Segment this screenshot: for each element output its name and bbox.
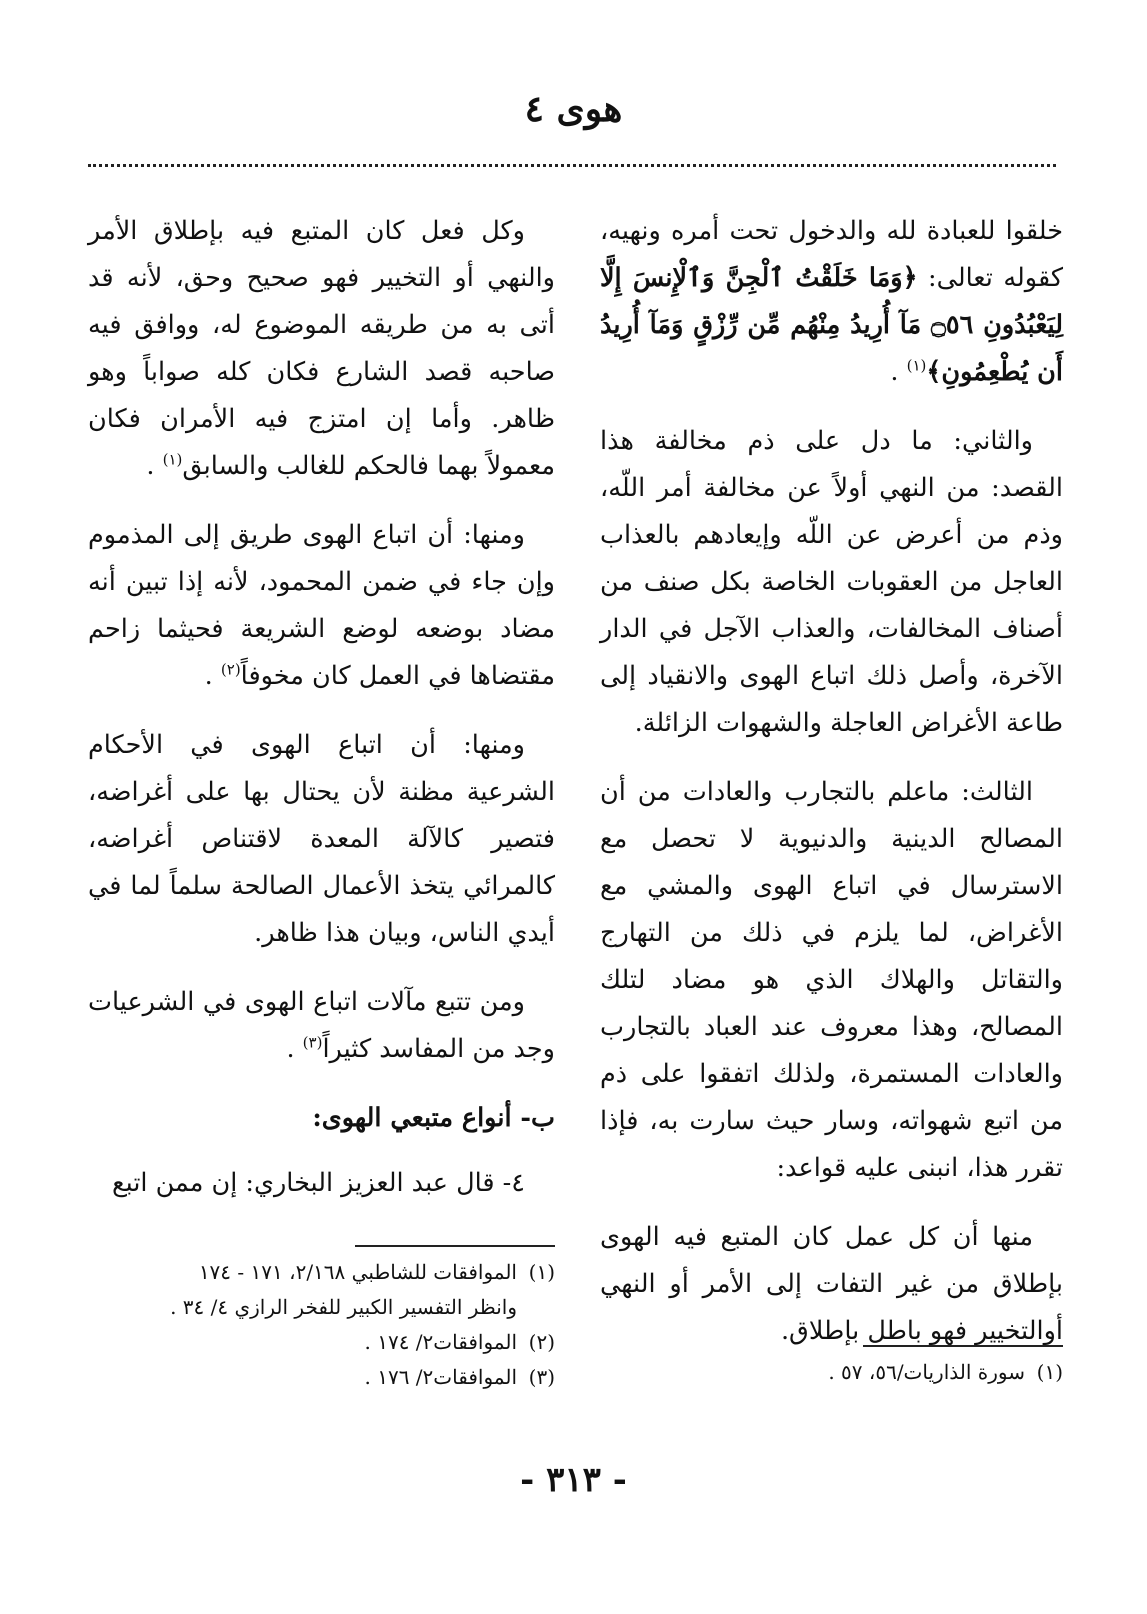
footnote-ref: (٣) bbox=[302, 1033, 323, 1052]
paragraph: ومنها: أن اتباع الهوى في الأحكام الشرعية مظنة لأن يحتال بها على أغراضه، فتصير كالآلة المعدة لاقتناص أغراضه، كالمرائي يتخذ الأعمال الصالحة سلماً لما في أيدي الناس، وبيان هذا ظاهر. bbox=[88, 730, 555, 948]
paragraph: خلقوا للعبادة لله والدخول تحت أمره ونهيه، كقوله تعالى: ﴿وَمَا خَلَقْتُ ٱلْجِنَّ وَٱلْإِنسَ إِلَّا لِيَعْبُدُونِ ۝٥٦ مَآ أُرِيدُ مِنْهُم مِّن رِّزْقٍ وَمَآ أُرِيدُ أَن يُطْعِمُونِ﴾$^{(١)}$ . bbox=[600, 216, 1063, 387]
right-footnotes bbox=[600, 1345, 1063, 1390]
paragraph: ومنها: أن اتباع الهوى طريق إلى المذموم وإن جاء في ضمن المحمود، لأنه إذا تبين أنه مضاد بوضعه لوضع الشريعة فحيثما زاحم مقتضاها في العمل كان مخوفاً$^{(٢)}$ . bbox=[88, 520, 555, 691]
section-subheading: ب- أنواع متبعي الهوى: bbox=[312, 1103, 555, 1133]
header-title: هوى ٤ bbox=[524, 88, 623, 130]
footnote-ref: (١) bbox=[162, 450, 183, 469]
footnote: (٢)الموافقات٢/ ١٧٤ . bbox=[364, 1330, 555, 1354]
footnote-divider bbox=[355, 1245, 555, 1247]
paragraph: والثاني: ما دل على ذم مخالفة هذا القصد: من النهي أولاً عن مخالفة أمر اللّه، وذم من أعرض عن اللّه وإيعادهم بالعذاب العاجل من العقوبات الخاصة بكل صنف من أصناف المخالفات، والعذاب الآجل في الدار الآخرة، وأصل ذلك اتباع الهوى والانقياد إلى طاعة الأغراض العاجلة والشهوات الزائلة. bbox=[600, 426, 1063, 738]
right-column bbox=[600, 208, 1063, 1377]
footnote-divider bbox=[863, 1345, 1063, 1347]
footnote: (٣)الموافقات٢/ ١٧٦ . bbox=[364, 1365, 555, 1389]
paragraph: ٤- قال عبد العزيز البخاري: إن ممن اتبع bbox=[112, 1168, 525, 1198]
page-header bbox=[0, 88, 1147, 130]
paragraph: منها أن كل عمل كان المتبع فيه الهوى بإطلاق من غير التفات إلى الأمر أو النهي أوالتخيير فهو باطل بإطلاق. bbox=[600, 1222, 1063, 1346]
left-footnotes bbox=[88, 1245, 555, 1395]
footnote-continuation: وانظر التفسير الكبير للفخر الرازي ٤/ ٣٤ . bbox=[170, 1295, 517, 1319]
paragraph: الثالث: ماعلم بالتجارب والعادات من أن المصالح الدينية والدنيوية لا تحصل مع الاسترسال في اتباع الهوى والمشي مع الأغراض، لما يلزم في ذلك من التهارج والتقاتل والهلاك الذي هو مضاد لتلك المصالح، وهذا معروف عند العباد بالتجارب والعادات المستمرة، ولذلك اتفقوا على ذم من اتبع شهواته، وسار حيث سارت به، فإذا تقرر هذا، انبنى عليه قواعد: bbox=[600, 777, 1063, 1183]
left-column bbox=[88, 208, 555, 1229]
footnote-ref: (٢) bbox=[220, 660, 241, 679]
header-dotted-rule bbox=[88, 164, 1056, 167]
footnote-ref: (١) bbox=[906, 356, 927, 375]
page-number: - ٣١٣ - bbox=[520, 1460, 627, 1500]
footnote: (١)سورة الذاريات/٥٦، ٥٧ . bbox=[828, 1360, 1063, 1384]
paragraph: ومن تتبع مآلات اتباع الهوى في الشرعيات وجد من المفاسد كثيراً$^{(٣)}$ . bbox=[88, 987, 555, 1064]
footnote: (١)الموافقات للشاطبي ٢/١٦٨، ١٧١ - ١٧٤ bbox=[198, 1260, 555, 1284]
quran-verse: ﴿وَمَا خَلَقْتُ ٱلْجِنَّ وَٱلْإِنسَ إِلَّا لِيَعْبُدُونِ ۝٥٦ مَآ أُرِيدُ مِنْهُم مِّن رِّزْقٍ وَمَآ أُرِيدُ أَن يُطْعِمُونِ﴾ bbox=[600, 263, 1063, 387]
paragraph: وكل فعل كان المتبع فيه بإطلاق الأمر والنهي أو التخيير فهو صحيح وحق، لأنه قد أتى به من طريقه الموضوع له، ووافق فيه صاحبه قصد الشارع فكان كله صواباً وهو ظاهر. وأما إن امتزج فيه الأمران فكان معمولاً بهما فالحكم للغالب والسابق$^{(١)}$ . bbox=[88, 216, 555, 481]
